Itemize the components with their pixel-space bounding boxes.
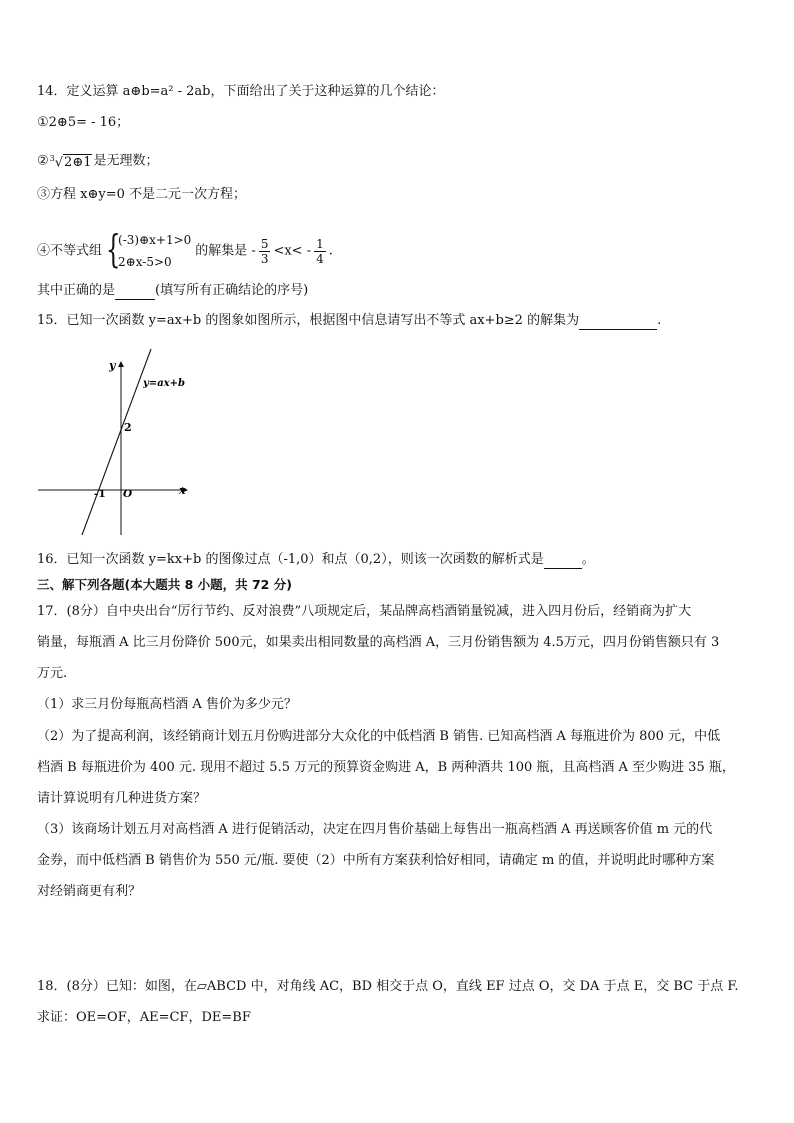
q16-stem-b: 。: [581, 552, 595, 567]
q17-sub-3-line-3: 对经销商更有利？: [37, 884, 142, 899]
linear-function-graph: [36, 345, 196, 537]
q14-claim-4-prefix: ④不等式组: [37, 243, 103, 259]
q17-sub-2-line-1: （2）为了提高利润，该经销商计划五月份购进部分大众化的中低档酒 B 销售. 已知高档酒 A 每瓶进价为 800 元，中低: [37, 729, 721, 744]
answer-blank: [115, 299, 155, 300]
x-axis-label: x: [179, 484, 186, 497]
q14-claim-4-end: .: [328, 243, 333, 259]
brace-glyph: {: [106, 227, 121, 271]
q15-stem-b: .: [657, 313, 662, 328]
q14-claim-4: [37, 229, 754, 273]
inequality-row-2: 2⊕x-5>0: [118, 255, 172, 269]
fraction-one-quarter: [314, 237, 326, 266]
y-axis-arrow-icon: [118, 361, 124, 367]
fraction-numerator: 1: [316, 236, 324, 251]
q17-sub-1: （1）求三月份每瓶高档酒 A 售价为多少元？: [37, 697, 297, 712]
q14-claim-1: ①2⊕5= - 16；: [37, 115, 130, 130]
fraction-five-thirds: [259, 237, 271, 266]
q14-ask: [37, 282, 754, 300]
cube-root-index: 3: [49, 154, 55, 163]
origin-label: O: [123, 488, 133, 500]
answer-blank: [579, 329, 657, 330]
q14-claim-4-mid: 的解集是 -: [195, 243, 256, 259]
line-equation-label: y=ax+b: [143, 378, 186, 389]
answer-blank: [544, 568, 582, 569]
q14-claim-3: ③方程 x⊕y=0 不是二元一次方程；: [37, 187, 246, 202]
inequality-row-1: (-3)⊕x+1>0: [118, 233, 192, 247]
fraction-denominator: 4: [316, 251, 324, 266]
function-line: [82, 349, 151, 535]
inequality-system: [106, 229, 191, 273]
q14-claim-2-suffix: 是无理数；: [93, 153, 159, 169]
cube-root: $^3$√2⊕1: [49, 154, 92, 171]
y-axis-label: y: [109, 359, 116, 372]
q17-paragraph-line-3: 万元.: [37, 666, 68, 681]
y-intercept-label: 2: [124, 421, 132, 434]
fraction-numerator: 5: [260, 236, 269, 251]
q17-sub-3-line-2: 金券，而中低档酒 B 销售价为 550 元/瓶. 要使（2）中所有方案获利恰好相同，请确定 m 的值，并说明此时哪种方案: [37, 853, 715, 868]
q15-stem-a: 15．已知一次函数 y=ax+b 的图象如图所示，根据图中信息请写出不等式 ax+b≥2 的解集为: [37, 313, 580, 328]
fraction-denominator: 3: [260, 251, 269, 266]
section-title: 三、解下列各题(本大题共 8 小题，共 72 分): [37, 577, 292, 592]
cube-root-radicand: 2⊕1: [64, 155, 92, 171]
q14-claim-4-lt: <x< -: [273, 243, 312, 259]
q14-ask-b: (填写所有正确结论的序号): [155, 283, 309, 298]
q17-sub-2-line-2: 档酒 B 每瓶进价为 400 元. 现用不超过 5.5 万元的预算资金购进 A，B 两种酒共 100 瓶，且高档酒 A 至少购进 35 瓶，: [37, 760, 735, 775]
q17-paragraph-line-2: 销量，每瓶酒 A 比三月份降价 500元，如果卖出相同数量的高档酒 A，三月份销售额为 4.5万元，四月份销售额只有 3: [37, 635, 720, 650]
q15-stem: [37, 312, 754, 330]
q18-paragraph-line-1: 18．(8分）已知：如图，在▱ABCD 中，对角线 AC，BD 相交于点 O，直线 EF 过点 O，交 DA 于点 E，交 BC 于点 F.: [37, 979, 739, 994]
x-intercept-label: -1: [94, 488, 106, 500]
q14-claim-2-prefix: ②: [37, 153, 49, 169]
q14-ask-a: 其中正确的是: [37, 283, 116, 298]
q16-stem: [37, 551, 754, 569]
q17-paragraph-line-1: 17．(8分）自中央出台“厉行节约、反对浪费”八项规定后，某品牌高档酒销量锐减，进入四月份后，经销商为扩大: [37, 604, 692, 619]
q17-sub-3-line-1: （3）该商场计划五月对高档酒 A 进行促销活动，决定在四月售价基础上每售出一瓶高档酒 A 再送顾客价值 m 元的代: [37, 822, 713, 837]
q18-paragraph-line-2: 求证：OE=OF，AE=CF，DE=BF: [37, 1010, 251, 1025]
q14-stem: 14．定义运算 a⊕b=a² - 2ab，下面给出了关于这种运算的几个结论：: [37, 84, 445, 99]
q16-stem-a: 16．已知一次函数 y=kx+b 的图像过点（-1,0）和点（0,2），则该一次函数的解析式是: [37, 552, 544, 567]
q17-sub-2-line-3: 请计算说明有几种进货方案？: [37, 791, 207, 806]
q14-claim-2: [37, 150, 754, 172]
